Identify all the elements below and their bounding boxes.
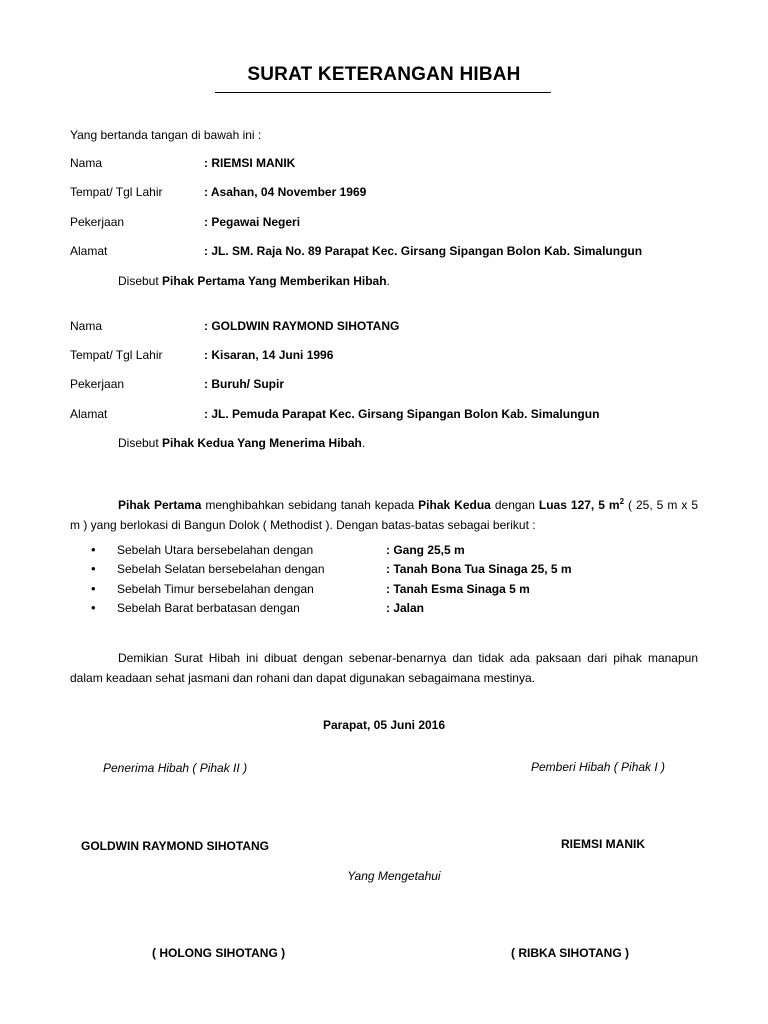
pihak2-disebut xyxy=(118,436,365,450)
hibah-pihak-pertama: Pihak Pertama xyxy=(118,498,202,512)
pihak2-name-label: Nama xyxy=(70,319,103,333)
penerima-role: Penerima Hibah ( Pihak II ) xyxy=(103,761,248,775)
batas-selatan-value: : Tanah Bona Tua Sinaga 25, 5 m xyxy=(386,562,572,576)
pihak1-name-value: : RIEMSI MANIK xyxy=(204,156,296,170)
intro-text: Yang bertanda tangan di bawah ini : xyxy=(70,128,262,142)
witness-1-name: ( HOLONG SIHOTANG ) xyxy=(152,946,286,960)
pihak1-job-label: Pekerjaan xyxy=(70,215,125,229)
pihak1-disebut-prefix: Disebut xyxy=(118,274,163,288)
pihak2-disebut-suffix: . xyxy=(361,436,366,450)
pihak1-name-label: Nama xyxy=(70,156,103,170)
batas-utara-label: Sebelah Utara bersebelahan dengan xyxy=(117,543,314,557)
pihak1-disebut-suffix: . xyxy=(386,274,390,288)
batas-barat-value: : Jalan xyxy=(386,601,425,615)
pihak2-name-value: : GOLDWIN RAYMOND SIHOTANG xyxy=(204,319,400,333)
hibah-text-rest: ( 25, 5 m x 5 m ) yang berlokasi di Bangun Dolok ( Methodist ). Dengan batas-batas sebagai berikut : xyxy=(70,498,698,532)
pemberi-name: RIEMSI MANIK xyxy=(561,837,645,851)
pihak1-disebut xyxy=(118,274,390,288)
bullet-icon: • xyxy=(91,581,96,596)
pihak2-disebut-prefix: Disebut xyxy=(118,436,163,450)
batas-selatan-label: Sebelah Selatan bersebelahan dengan xyxy=(117,562,325,576)
hibah-paragraph xyxy=(70,492,698,535)
pihak1-disebut-role: Pihak Pertama Yang Memberikan Hibah xyxy=(162,274,387,288)
hibah-text-1: menghibahkan sebidang tanah kepada xyxy=(201,498,419,512)
pihak1-address-value: : JL. SM. Raja No. 89 Parapat Kec. Girsang Sipangan Bolon Kab. Simalungun xyxy=(204,244,643,258)
batas-utara-value: : Gang 25,5 m xyxy=(386,543,465,557)
pihak2-disebut-role: Pihak Kedua Yang Menerima Hibah xyxy=(162,436,362,450)
pihak2-birth-label: Tempat/ Tgl Lahir xyxy=(70,348,163,362)
witness-2-name: ( RIBKA SIHOTANG ) xyxy=(511,946,629,960)
hibah-luas: Luas 127, 5 m xyxy=(538,498,620,512)
bullet-icon: • xyxy=(91,561,96,576)
mengetahui-label: Yang Mengetahui xyxy=(347,869,441,883)
hibah-pihak-kedua: Pihak Kedua xyxy=(418,498,491,512)
document-title: SURAT KETERANGAN HIBAH xyxy=(247,64,521,85)
penerima-name: GOLDWIN RAYMOND SIHOTANG xyxy=(81,839,269,853)
place-date: Parapat, 05 Juni 2016 xyxy=(322,718,446,732)
title-underline xyxy=(215,92,551,93)
batas-timur-label: Sebelah Timur bersebelahan dengan xyxy=(117,582,314,596)
hibah-text-2: dengan xyxy=(490,498,539,512)
pihak1-birth-label: Tempat/ Tgl Lahir xyxy=(70,185,163,199)
hibah-luas-sup: 2 xyxy=(619,497,625,506)
bullet-icon: • xyxy=(91,600,96,615)
closing-paragraph: Demikian Surat Hibah ini dibuat dengan sebenar-benarnya dan tidak ada paksaan dari pihak manapun dalam keadaan sehat jasmani dan rohani dan dapat digunakan sebagaimana mestinya. xyxy=(70,651,698,685)
pihak2-job-label: Pekerjaan xyxy=(70,377,125,391)
pihak1-address-label: Alamat xyxy=(70,244,108,258)
pihak1-birth-value: : Asahan, 04 November 1969 xyxy=(204,185,367,199)
pihak2-birth-value: : Kisaran, 14 Juni 1996 xyxy=(204,348,334,362)
pihak2-address-value: : JL. Pemuda Parapat Kec. Girsang Sipangan Bolon Kab. Simalungun xyxy=(204,407,600,421)
pihak2-address-label: Alamat xyxy=(70,407,108,421)
pihak2-job-value: : Buruh/ Supir xyxy=(204,377,284,391)
pemberi-role: Pemberi Hibah ( Pihak I ) xyxy=(531,760,666,774)
bullet-icon: • xyxy=(91,542,96,557)
batas-barat-label: Sebelah Barat berbatasan dengan xyxy=(117,601,300,615)
pihak1-job-value: : Pegawai Negeri xyxy=(204,215,301,229)
batas-timur-value: : Tanah Esma Sinaga 5 m xyxy=(386,582,530,596)
